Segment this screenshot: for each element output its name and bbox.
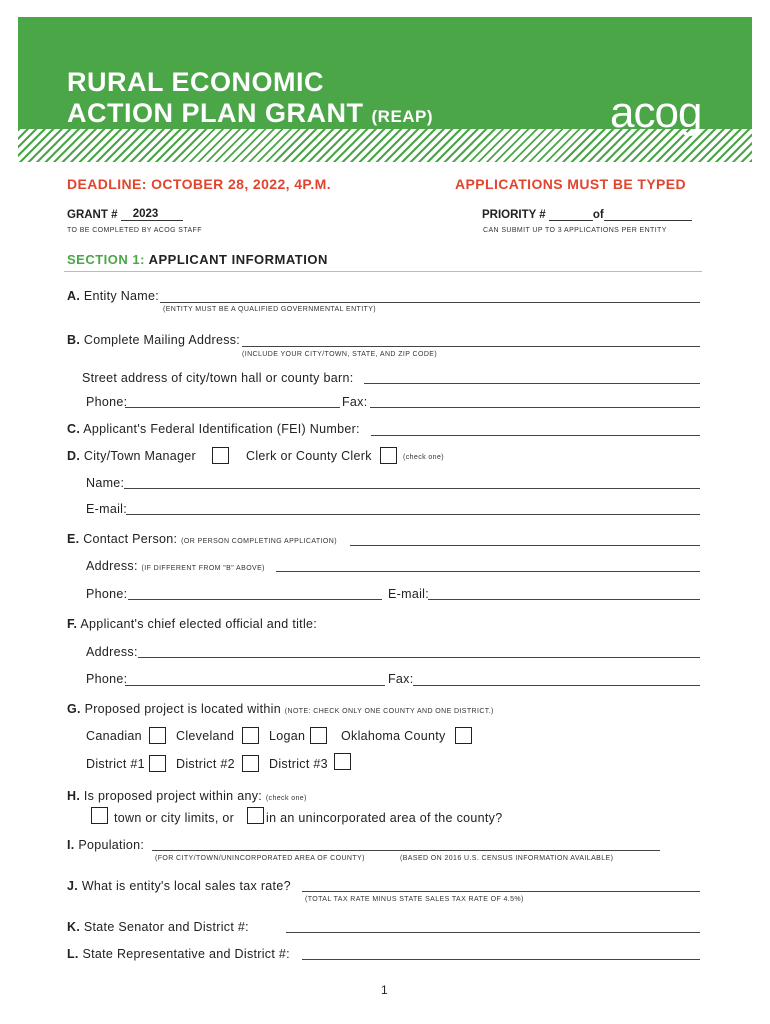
- district-1-label: District #1: [86, 757, 145, 771]
- county-clerk-checkbox[interactable]: [380, 447, 397, 464]
- field-h-label: H. Is proposed project within any: (check one): [67, 789, 307, 803]
- grant-label: GRANT #: [67, 209, 118, 221]
- acog-logo: acog: [610, 88, 702, 137]
- state-representative-input[interactable]: [302, 959, 700, 960]
- field-e-label: E. Contact Person: (OR PERSON COMPLETING APPLICATION): [67, 532, 337, 546]
- section-title: APPLICANT INFORMATION: [148, 252, 328, 267]
- county-logan-label: Logan: [269, 729, 306, 743]
- entity-name-input[interactable]: [160, 302, 700, 303]
- grant-field: [67, 208, 183, 221]
- county-cleveland-label: Cleveland: [176, 729, 235, 743]
- official-fax-label: Fax:: [388, 672, 414, 686]
- priority-total-input[interactable]: [604, 208, 692, 221]
- check-one-note: (check one): [403, 454, 444, 461]
- county-canadian-checkbox[interactable]: [149, 727, 166, 744]
- mailing-address-input[interactable]: [242, 346, 700, 347]
- contact-phone-input[interactable]: [128, 599, 382, 600]
- priority-note: CAN SUBMIT UP TO 3 APPLICATIONS PER ENTITY: [483, 227, 667, 234]
- section-heading: [67, 252, 328, 267]
- field-k-label: K. State Senator and District #:: [67, 920, 249, 934]
- county-logan-checkbox[interactable]: [310, 727, 327, 744]
- field-b-label: B. Complete Mailing Address:: [67, 333, 241, 347]
- population-input[interactable]: [152, 850, 660, 851]
- grant-number-input[interactable]: 2023: [121, 208, 183, 221]
- sales-tax-input[interactable]: [302, 891, 700, 892]
- field-b-note: (INCLUDE YOUR CITY/TOWN, STATE, AND ZIP CODE): [242, 351, 438, 358]
- field-i-note-1: (FOR CITY/TOWN/UNINCORPORATED AREA OF COUNTY): [155, 855, 365, 862]
- field-c-label: C. Applicant's Federal Identification (FEI) Number:: [67, 422, 360, 436]
- field-f-label: F. Applicant's chief elected official and title:: [67, 617, 318, 631]
- unincorporated-label: in an unincorporated area of the county?: [266, 811, 503, 825]
- field-i-label: I. Population:: [67, 838, 145, 852]
- fax-input[interactable]: [370, 407, 700, 408]
- city-limits-checkbox[interactable]: [91, 807, 108, 824]
- section-divider: [64, 271, 702, 272]
- street-address-label: Street address of city/town hall or county barn:: [82, 371, 354, 385]
- phone-label: Phone:: [86, 395, 128, 409]
- phone-input[interactable]: [125, 407, 340, 408]
- field-d-label: D. City/Town Manager: [67, 449, 196, 463]
- field-g-label: G. Proposed project is located within (NOTE: CHECK ONLY ONE COUNTY AND ONE DISTRICT.): [67, 702, 494, 716]
- field-j-label: J. What is entity's local sales tax rate?: [67, 879, 291, 893]
- grant-note: TO BE COMPLETED BY ACOG STAFF: [67, 227, 202, 234]
- contact-email-input[interactable]: [428, 599, 700, 600]
- official-address-input[interactable]: [138, 657, 700, 658]
- fei-number-input[interactable]: [371, 435, 700, 436]
- city-limits-label: town or city limits, or: [114, 811, 235, 825]
- deadline-text: DEADLINE: OCTOBER 28, 2022, 4P.M.: [67, 176, 331, 192]
- contact-address-input[interactable]: [276, 571, 700, 572]
- contact-person-input[interactable]: [350, 545, 700, 546]
- page-number: 1: [381, 983, 388, 997]
- contact-address-label: Address: (IF DIFFERENT FROM "B" ABOVE): [86, 559, 265, 573]
- priority-of-label: of: [592, 209, 604, 221]
- official-address-label: Address:: [86, 645, 138, 659]
- field-j-note: (TOTAL TAX RATE MINUS STATE SALES TAX RATE OF 4.5%): [305, 896, 524, 903]
- official-fax-input[interactable]: [413, 685, 700, 686]
- contact-phone-label: Phone:: [86, 587, 128, 601]
- official-phone-label: Phone:: [86, 672, 128, 686]
- county-cleveland-checkbox[interactable]: [242, 727, 259, 744]
- county-clerk-label: Clerk or County Clerk: [246, 449, 372, 463]
- district-1-checkbox[interactable]: [149, 755, 166, 772]
- state-senator-input[interactable]: [286, 932, 700, 933]
- field-l-label: L. State Representative and District #:: [67, 947, 290, 961]
- county-oklahoma-checkbox[interactable]: [455, 727, 472, 744]
- unincorporated-checkbox[interactable]: [247, 807, 264, 824]
- field-a-label: A. Entity Name:: [67, 289, 160, 303]
- fax-label: Fax:: [342, 395, 368, 409]
- district-3-label: District #3: [269, 757, 328, 771]
- email-input[interactable]: [126, 514, 700, 515]
- city-manager-checkbox[interactable]: [212, 447, 229, 464]
- field-a-note: (ENTITY MUST BE A QUALIFIED GOVERNMENTAL ENTITY): [163, 306, 377, 313]
- county-oklahoma-label: Oklahoma County: [341, 729, 446, 743]
- district-2-label: District #2: [176, 757, 235, 771]
- name-label: Name:: [86, 476, 125, 490]
- email-label: E-mail:: [86, 502, 127, 516]
- official-phone-input[interactable]: [125, 685, 385, 686]
- priority-field: [482, 208, 692, 221]
- form-title: RURAL ECONOMIC ACTION PLAN GRANT (REAP): [67, 67, 434, 128]
- street-address-input[interactable]: [364, 383, 700, 384]
- contact-email-label: E-mail:: [388, 587, 429, 601]
- name-input[interactable]: [124, 488, 700, 489]
- typed-notice: APPLICATIONS MUST BE TYPED: [455, 176, 687, 192]
- county-canadian-label: Canadian: [86, 729, 142, 743]
- district-2-checkbox[interactable]: [242, 755, 259, 772]
- priority-label: PRIORITY #: [482, 209, 546, 221]
- district-3-checkbox[interactable]: [334, 753, 351, 770]
- priority-number-input[interactable]: [549, 208, 593, 221]
- field-i-note-2: (BASED ON 2016 U.S. CENSUS INFORMATION AVAILABLE): [400, 855, 614, 862]
- section-number: SECTION 1:: [67, 252, 145, 267]
